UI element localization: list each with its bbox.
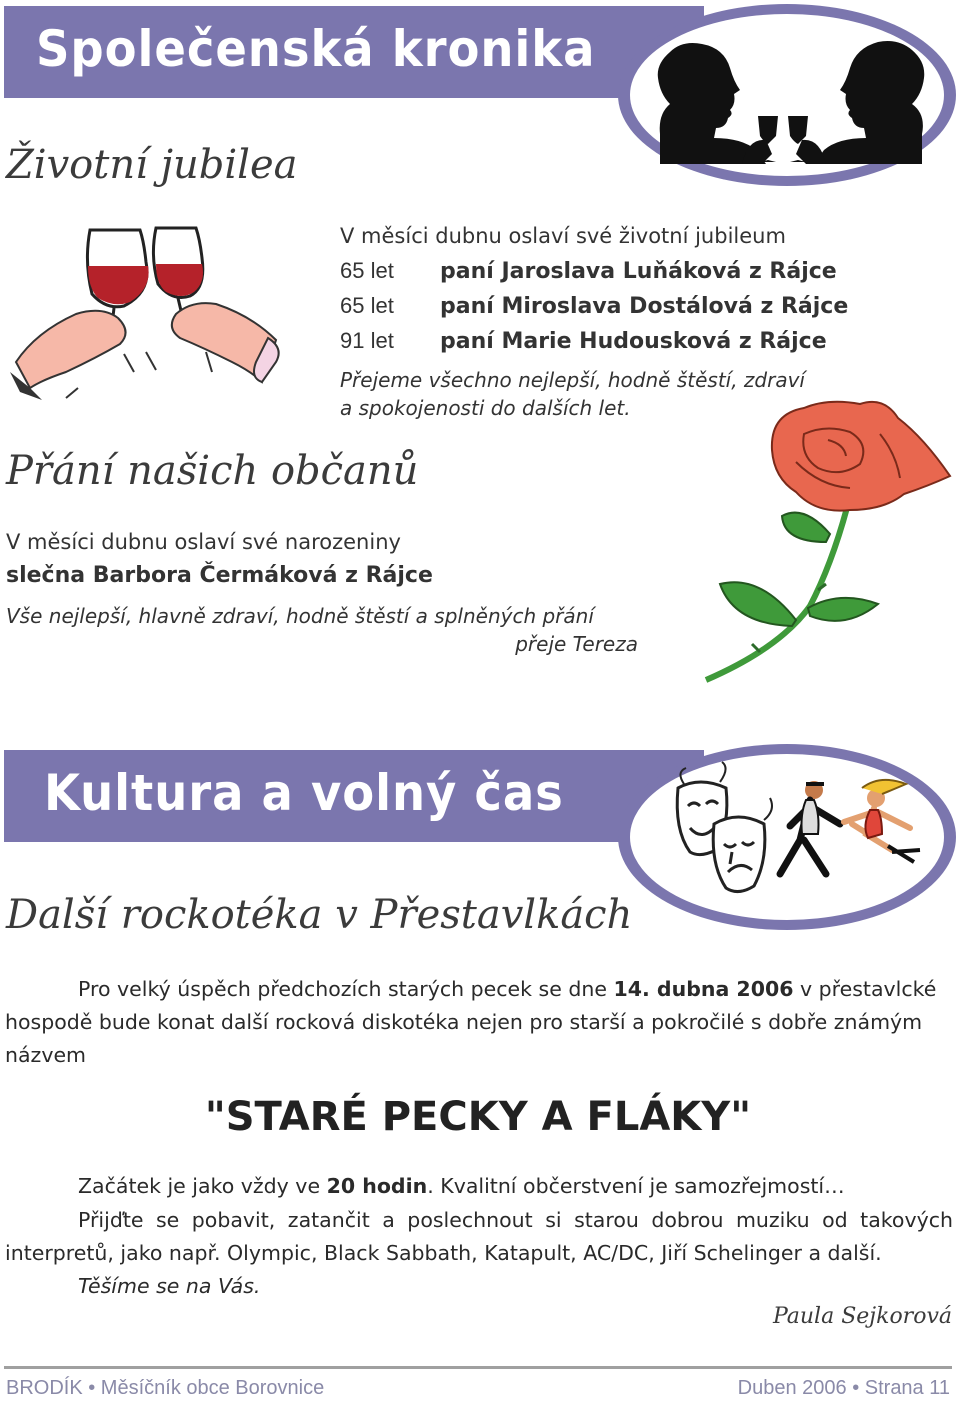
- event-headline: "STARÉ PECKY A FLÁKY": [204, 1094, 752, 1140]
- rose-illustration: [700, 394, 952, 686]
- footer-divider: [4, 1366, 952, 1369]
- article-author: Paula Sejkorová: [772, 1304, 952, 1329]
- jubilee-wish-line-1: Přejeme všechno nejlepší, hodně štěstí, zdraví: [340, 368, 805, 392]
- footer-publication: BRODÍK • Měsíčník obce Borovnice: [6, 1377, 325, 1399]
- article-text: Pro velký úspěch předchozích starých pecek se dne: [78, 977, 614, 1001]
- wine-toast-illustration: [6, 222, 286, 404]
- rose-leaf-right: [808, 598, 878, 621]
- jubilee-age: 65 let: [340, 293, 394, 318]
- rose-bloom: [772, 402, 950, 511]
- article-paragraph-3: Přijďte se pobavit, zatančit a poslechnout si starou dobrou muziku od takových interpretů, jako např. Olympic, Black Sabbath, Katapult, AC/DC, Jiří Schelinger a další.: [5, 1208, 953, 1265]
- subtitle-jubilees: Životní jubilea: [6, 142, 298, 188]
- jubilee-row: [340, 326, 827, 357]
- rose-leaf-upper: [782, 513, 830, 542]
- article-text: v přestavlcké hospodě bude konat další rocková diskotéka nejen pro starší a pokročilé s dobře známým názvem: [5, 977, 937, 1067]
- footer-page-info: Duben 2006 • Strana 11: [737, 1377, 950, 1399]
- jubilee-name: paní Jaroslava Luňáková z Rájce: [440, 259, 837, 284]
- tragedy-mask: [713, 817, 765, 892]
- right-silhouette: [814, 41, 924, 164]
- left-hand: [16, 311, 126, 388]
- event-time: 20 hodin: [326, 1174, 428, 1198]
- subtitle-citizen-wishes: Přání našich občanů: [6, 448, 419, 494]
- article-title: Další rockotéka v Přestavlkách: [6, 892, 633, 938]
- jubilee-name: paní Marie Hudousková z Rájce: [440, 329, 827, 354]
- toast-silhouettes-illustration: [630, 14, 944, 176]
- jubilee-age: 91 let: [340, 328, 394, 353]
- birthday-intro: V měsíci dubnu oslaví své narozeniny: [6, 530, 401, 554]
- birthday-wish-signature: přeje Tereza: [515, 632, 638, 656]
- rose-leaf-left: [720, 582, 796, 626]
- theatre-masks: [677, 762, 772, 892]
- jubilee-intro: V měsíci dubnu oslaví své životní jubileum: [340, 224, 786, 248]
- article-paragraph-2: [5, 1170, 953, 1203]
- article-paragraph-1: [5, 973, 953, 1072]
- right-hand: [796, 140, 826, 164]
- event-date: 14. dubna 2006: [613, 977, 794, 1001]
- article-text: Začátek je jako vždy ve: [78, 1174, 327, 1198]
- section-title-culture: Kultura a volný čas: [44, 764, 564, 822]
- jubilee-wish-line-2: a spokojenosti do dalších let.: [340, 396, 631, 420]
- jubilee-name: paní Miroslava Dostálová z Rájce: [440, 294, 849, 319]
- left-silhouette: [658, 43, 766, 164]
- jubilee-age: 65 let: [340, 258, 394, 283]
- section-title-social: Společenská kronika: [36, 20, 596, 78]
- birthday-wish-line-1: Vše nejlepší, hlavně zdraví, hodně štěstí a splněných přání: [6, 604, 594, 628]
- birthday-name: slečna Barbora Čermáková z Rájce: [6, 563, 433, 588]
- article-closing: Těšíme se na Vás.: [78, 1274, 261, 1298]
- article-text: . Kvalitní občerstvení je samozřejmostí…: [427, 1174, 845, 1198]
- jubilee-row: [340, 291, 848, 322]
- jubilee-row: [340, 256, 837, 287]
- dancers: [780, 780, 920, 874]
- theatre-dance-illustration: [630, 754, 944, 920]
